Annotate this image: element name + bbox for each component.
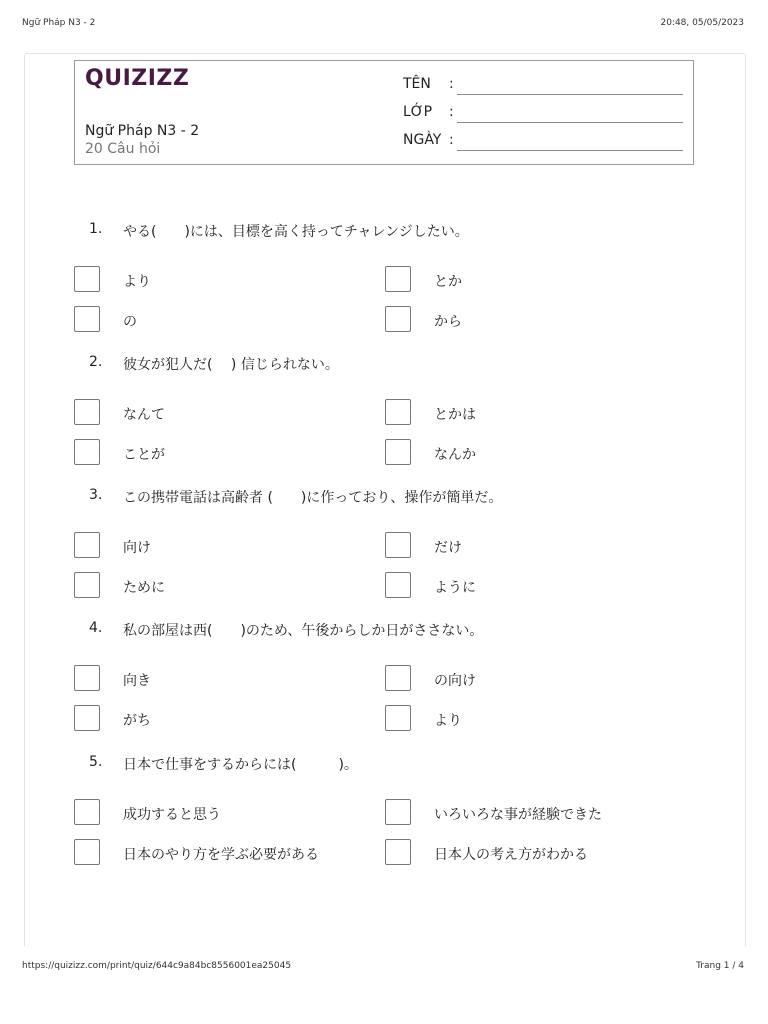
option-checkbox[interactable] (385, 665, 411, 691)
option-label: 日本人の考え方がわかる (434, 847, 588, 863)
date-field (403, 132, 454, 148)
option-checkbox[interactable] (74, 799, 100, 825)
option-checkbox[interactable] (74, 439, 100, 465)
question-text: やる( )には、目標を高く持ってチャレンジしたい。 (123, 224, 469, 240)
option-label: 成功すると思う (123, 807, 221, 823)
quiz-title: Ngữ Pháp N3 - 2 (85, 123, 200, 139)
option-checkbox[interactable] (385, 799, 411, 825)
option-label: の (123, 314, 137, 330)
class-input-line[interactable] (457, 122, 683, 123)
option-label: ために (123, 580, 165, 596)
option-label: とか (434, 274, 462, 290)
option-label: がち (123, 713, 151, 729)
page-number: Trang 1 / 4 (696, 961, 744, 971)
option-label: ように (434, 580, 476, 596)
option-checkbox[interactable] (74, 306, 100, 332)
option-label: より (434, 713, 462, 729)
option-label: の向け (434, 673, 476, 689)
question-number: 1. (89, 221, 103, 237)
field-label: TÊN (403, 76, 431, 92)
quizizz-logo: QUIZIZZ (85, 66, 190, 91)
question-text: 私の部屋は西( )のため、午後からしか日がささない。 (123, 623, 484, 639)
option-checkbox[interactable] (74, 399, 100, 425)
option-checkbox[interactable] (385, 532, 411, 558)
question-count: 20 Câu hỏi (85, 141, 161, 157)
name-field (403, 76, 454, 92)
print-datetime: 20:48, 05/05/2023 (660, 18, 744, 28)
option-label: なんて (123, 407, 165, 423)
option-checkbox[interactable] (74, 839, 100, 865)
question-text: 彼女が犯人だ( ) 信じられない。 (123, 357, 339, 373)
option-label: から (434, 314, 462, 330)
date-input-line[interactable] (457, 150, 683, 151)
quiz-header-box (74, 60, 694, 165)
question-number: 4. (89, 620, 103, 636)
option-label: 日本のやり方を学ぶ必要がある (123, 847, 319, 863)
field-colon: : (449, 104, 454, 120)
option-label: ことが (123, 447, 165, 463)
option-label: より (123, 274, 151, 290)
option-checkbox[interactable] (385, 399, 411, 425)
option-label: 向き (123, 673, 151, 689)
option-label: なんか (434, 447, 476, 463)
question-number: 2. (89, 354, 103, 370)
field-colon: : (449, 132, 454, 148)
option-checkbox[interactable] (74, 705, 100, 731)
question-text: この携帯電話は高齢者 ( )に作っており、操作が簡単だ。 (123, 490, 503, 506)
class-field (403, 104, 454, 120)
print-title: Ngữ Pháp N3 - 2 (22, 18, 96, 28)
field-label: LỚP (403, 104, 433, 120)
option-checkbox[interactable] (74, 532, 100, 558)
question-text: 日本で仕事をするからには( )。 (123, 757, 358, 773)
option-label: 向け (123, 540, 151, 556)
field-colon: : (449, 76, 454, 92)
option-checkbox[interactable] (385, 266, 411, 292)
option-checkbox[interactable] (385, 572, 411, 598)
field-label: NGÀY (403, 132, 442, 148)
option-checkbox[interactable] (385, 839, 411, 865)
name-input-line[interactable] (457, 94, 683, 95)
question-number: 3. (89, 487, 103, 503)
option-checkbox[interactable] (74, 266, 100, 292)
option-label: だけ (434, 540, 462, 556)
option-checkbox[interactable] (385, 306, 411, 332)
option-label: とかは (434, 407, 476, 423)
option-checkbox[interactable] (74, 572, 100, 598)
print-url[interactable]: https://quizizz.com/print/quiz/644c9a84bc8556001ea25045 (22, 961, 292, 971)
option-checkbox[interactable] (385, 705, 411, 731)
option-checkbox[interactable] (385, 439, 411, 465)
option-label: いろいろな事が経験できた (434, 807, 602, 823)
option-checkbox[interactable] (74, 665, 100, 691)
question-number: 5. (89, 754, 103, 770)
